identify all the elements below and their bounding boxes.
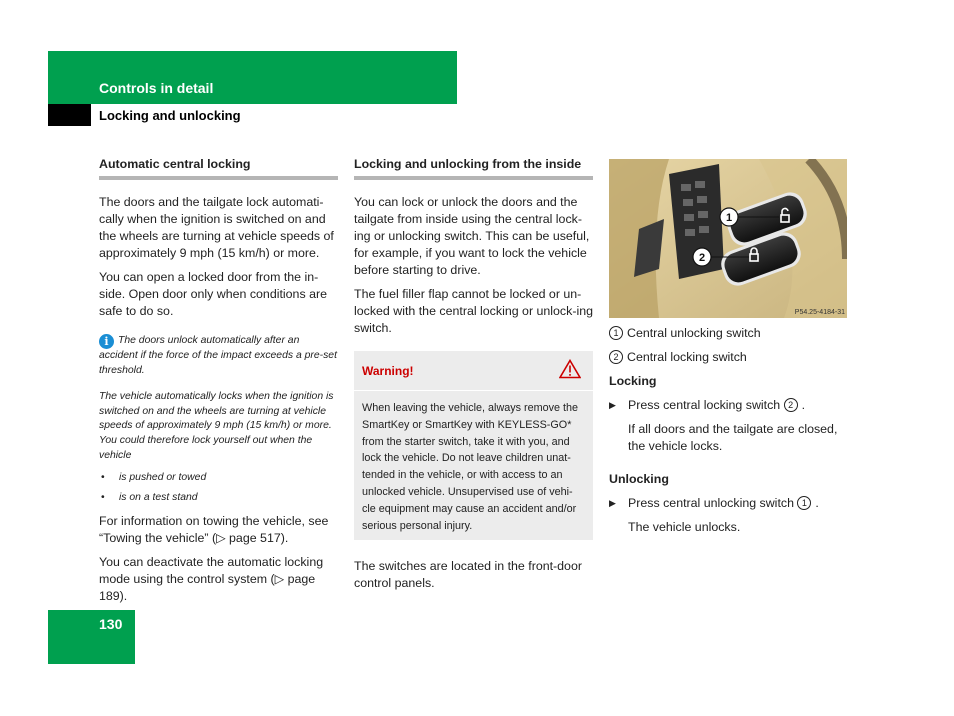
column-switches [609, 325, 849, 543]
callout-number: 1 [797, 496, 811, 510]
door-panel-photo [609, 159, 847, 318]
page-number: 130 [99, 616, 123, 632]
step-result: If all doors and the tailgate are closed, the vehicle locks. [628, 422, 838, 453]
heading-inside-locking: Locking and unlocking from the inside [354, 156, 593, 180]
info-note [99, 334, 338, 378]
step-text: Press central unlocking switch [628, 496, 794, 510]
warning-header [354, 351, 593, 391]
info-icon: i [99, 334, 114, 349]
column-automatic-locking [99, 156, 338, 612]
step-locking: ▶ Press central locking switch 2 . [609, 398, 806, 412]
note-text: The doors unlock automatically after an accident if the force of the impact exceeds a pre-set threshold. [99, 335, 337, 376]
note-text: The vehicle automatically locks when the ignition is switched on and the wheels are turning at vehicle speeds of approximately 9 mph (15 km/h) or more. You could therefore lock yourself out when the vehicle [99, 391, 334, 461]
heading-locking: Locking [609, 374, 657, 388]
warning-text: When leaving the vehicle, always remove the SmartKey or SmartKey with KEYLESS-GO* from the starter switch, take it with you, and lock the vehicle. Do not leave children unat-tended in the vehicle, or with access to an unlocked vehicle. Unsupervised use of vehi-cle equipment may cause an accident and/or serious personal injury. [362, 402, 579, 532]
step-result: The vehicle unlocks. [628, 520, 741, 534]
step-text: Press central locking switch [628, 398, 781, 412]
svg-text:2: 2 [698, 252, 706, 264]
subsection-title: Locking and unlocking [99, 108, 241, 123]
header-band [48, 51, 457, 104]
warning-label: Warning! [362, 364, 414, 378]
paragraph: You can open a locked door from the in-side. Open door only when conditions are safe to do so. [99, 270, 327, 318]
callout-central-locking [609, 349, 849, 366]
paragraph: The fuel filler flap cannot be locked or un-locked with the central locking or unlock-ing switch. [354, 287, 593, 335]
callout-number: 2 [784, 398, 798, 412]
callout-number: 1 [609, 326, 623, 340]
callout-label: Central unlocking switch [627, 326, 761, 340]
step-arrow-icon: ▶ [609, 400, 616, 410]
column-inside-locking [354, 156, 593, 599]
paragraph: You can lock or unlock the doors and the tailgate from inside using the central lock-ing or unlocking switch. This can be useful, for example, if you want to lock the vehicle before starting to drive. [354, 195, 590, 277]
callout-central-unlocking [609, 325, 849, 342]
warning-box [354, 351, 593, 540]
callout-label: Central locking switch [627, 350, 747, 364]
paragraph: The doors and the tailgate lock automati-cally when the ignition is switched on and the wheels are turning at vehicle speeds of approximately 9 mph (15 km/h) or more. [99, 195, 334, 260]
list-item: • is on a test stand [99, 491, 338, 506]
heading-unlocking: Unlocking [609, 472, 669, 486]
step-unlocking: ▶ Press central unlocking switch 1 . [609, 496, 819, 510]
bullet-list [99, 471, 338, 505]
figure-code: P54.25-4184-31 [794, 309, 845, 316]
paragraph: The switches are located in the front-door control panels. [354, 559, 582, 591]
paragraph-towing-reference: For information on towing the vehicle, see “Towing the vehicle” (▷ page 517). [99, 514, 329, 546]
paragraph-control-system-reference: You can deactivate the automatic locking mode using the control system (▷ page 189). [99, 555, 324, 604]
warning-triangle-icon [559, 359, 581, 384]
heading-automatic-locking: Automatic central locking [99, 156, 338, 180]
callout-number: 2 [609, 350, 623, 364]
header-tab-marker [48, 104, 91, 126]
step-arrow-icon: ▶ [609, 498, 616, 508]
section-title: Controls in detail [99, 80, 214, 96]
list-item: • is pushed or towed [99, 471, 338, 486]
svg-text:1: 1 [725, 212, 733, 224]
